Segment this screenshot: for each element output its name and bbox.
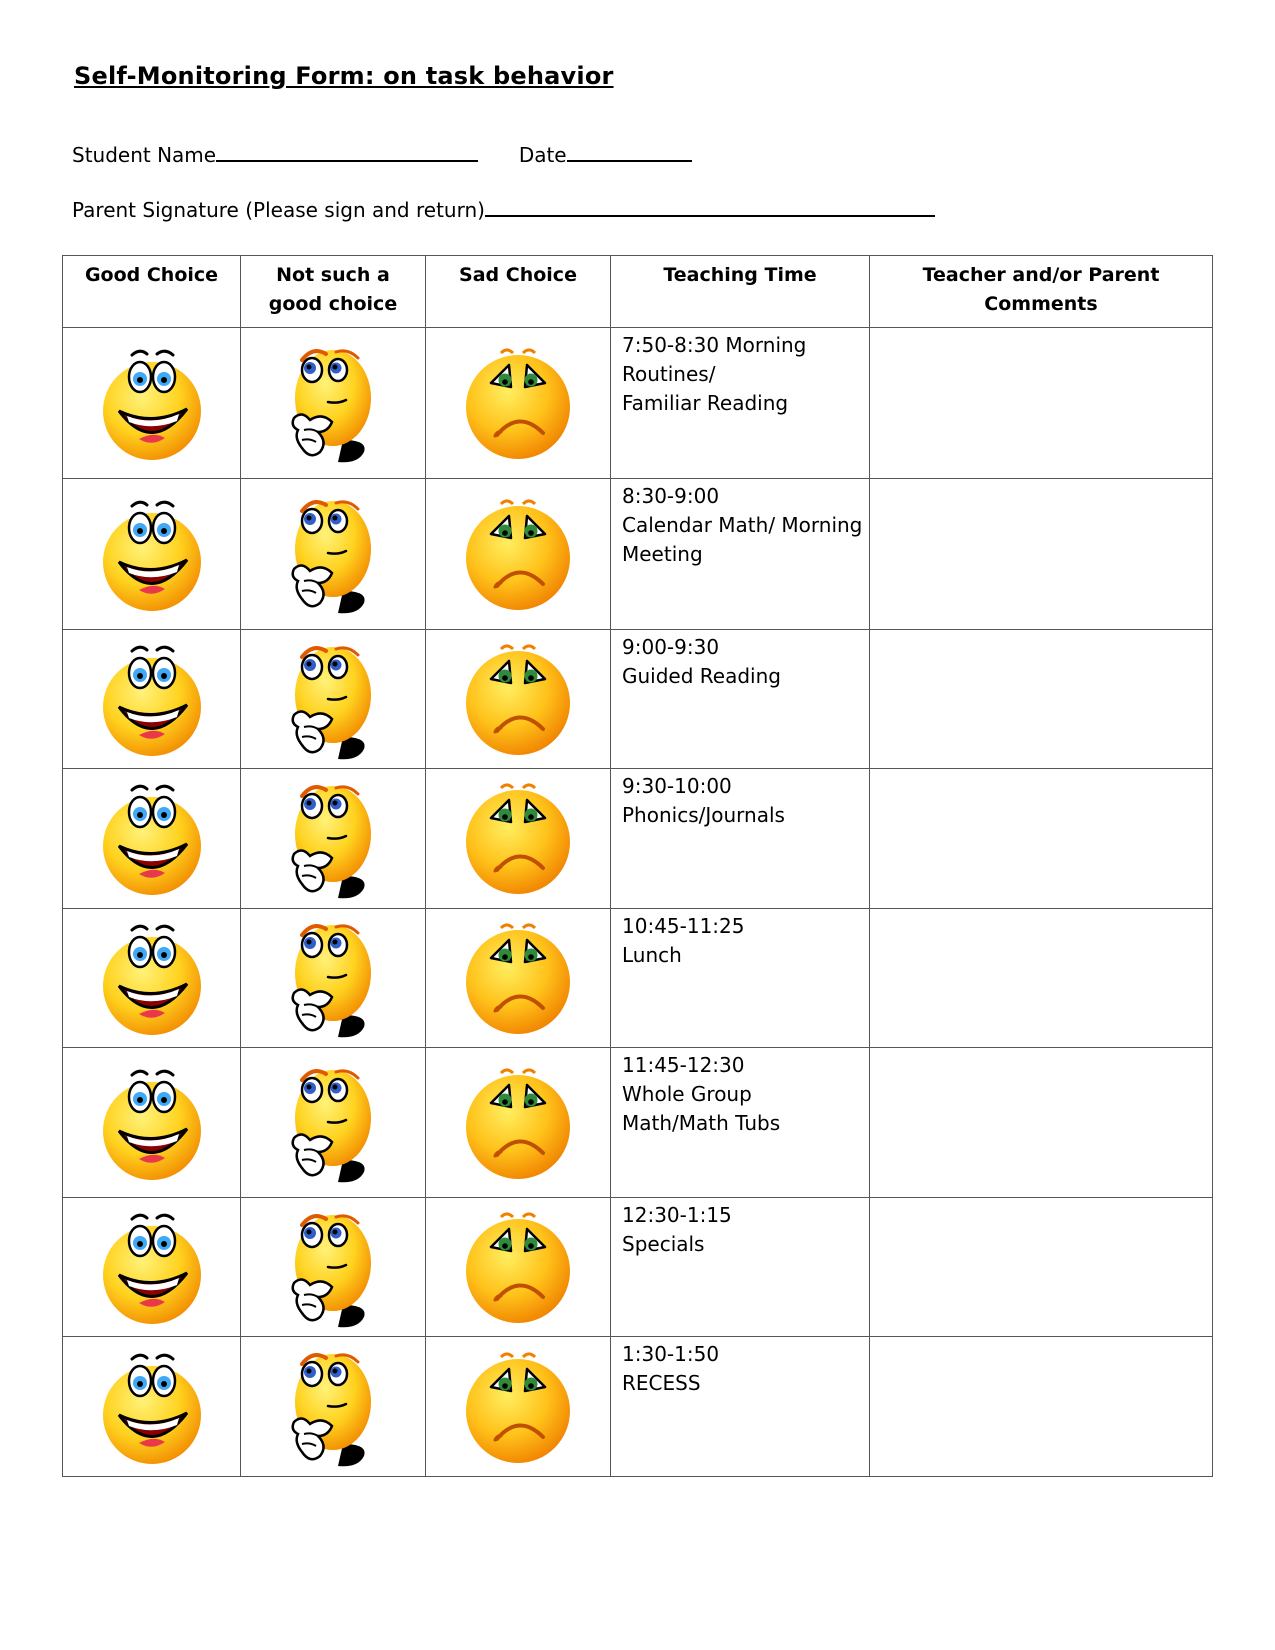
teaching-time-cell xyxy=(611,1048,870,1198)
teaching-time-line-2: RECESS xyxy=(622,1371,701,1396)
date-field[interactable] xyxy=(567,140,692,162)
happy-face-icon xyxy=(97,343,207,463)
not-good-choice-cell[interactable] xyxy=(241,769,426,908)
teaching-time-line-1: 7:50-8:30 Morning xyxy=(622,333,807,357)
happy-face-icon xyxy=(97,778,207,898)
student-name-label: Student Name xyxy=(72,143,217,167)
happy-face-icon xyxy=(97,1063,207,1183)
teaching-time-line-1: 1:30-1:50 xyxy=(622,1342,720,1367)
sad-face-icon xyxy=(461,639,576,759)
sad-choice-cell[interactable] xyxy=(426,629,611,768)
sad-face-icon xyxy=(461,1063,576,1183)
teaching-time-line-1: 9:30-10:00 xyxy=(622,774,732,799)
sad-choice-cell[interactable] xyxy=(426,1337,611,1477)
teaching-time-line-2: Guided Reading xyxy=(622,663,781,688)
comments-cell[interactable] xyxy=(870,1048,1213,1198)
good-choice-cell[interactable] xyxy=(63,1198,241,1337)
good-choice-cell[interactable] xyxy=(63,478,241,629)
not-good-choice-cell[interactable] xyxy=(241,1198,426,1337)
comments-cell[interactable] xyxy=(870,629,1213,768)
header-row xyxy=(63,256,1213,328)
good-choice-cell[interactable] xyxy=(63,1337,241,1477)
sad-choice-cell[interactable] xyxy=(426,1198,611,1337)
teaching-time-line-2: Routines/ xyxy=(622,362,716,386)
teaching-time-line-3: Meeting xyxy=(622,541,703,566)
header-teaching-time: Teaching Time xyxy=(611,256,870,328)
not-good-choice-cell[interactable] xyxy=(241,328,426,479)
student-name-row xyxy=(72,140,692,167)
header-comments: Teacher and/or Parent Comments xyxy=(870,256,1213,328)
thinking-face-icon xyxy=(288,637,378,762)
header-sad-choice: Sad Choice xyxy=(426,256,611,328)
teaching-time-line-1: 10:45-11:25 xyxy=(622,913,745,938)
form-title: Self-Monitoring Form: on task behavior xyxy=(74,62,614,90)
thinking-face-icon xyxy=(288,1060,378,1185)
comments-cell[interactable] xyxy=(870,908,1213,1047)
teaching-time-line-3: Familiar Reading xyxy=(622,391,789,415)
comments-cell[interactable] xyxy=(870,328,1213,479)
good-choice-cell[interactable] xyxy=(63,629,241,768)
not-good-choice-cell[interactable] xyxy=(241,629,426,768)
header-good-choice: Good Choice xyxy=(63,256,241,328)
sad-face-icon xyxy=(461,1207,576,1327)
table-row xyxy=(63,1048,1213,1198)
not-good-choice-cell[interactable] xyxy=(241,1337,426,1477)
sad-choice-cell[interactable] xyxy=(426,908,611,1047)
good-choice-cell[interactable] xyxy=(63,769,241,908)
not-good-choice-cell[interactable] xyxy=(241,908,426,1047)
teaching-time-line-1: 11:45-12:30 xyxy=(622,1053,745,1078)
teaching-time-cell xyxy=(611,478,870,629)
sad-choice-cell[interactable] xyxy=(426,769,611,908)
teaching-time-line-2: Lunch xyxy=(622,942,682,967)
thinking-face-icon xyxy=(288,1344,378,1469)
behavior-table xyxy=(62,255,1213,1477)
table-row xyxy=(63,1198,1213,1337)
happy-face-icon xyxy=(97,639,207,759)
happy-face-icon xyxy=(97,1207,207,1327)
good-choice-cell[interactable] xyxy=(63,328,241,479)
thinking-face-icon xyxy=(288,915,378,1040)
thinking-face-icon xyxy=(288,776,378,901)
sad-face-icon xyxy=(461,343,576,463)
date-label: Date xyxy=(518,143,567,167)
parent-signature-label: Parent Signature (Please sign and return) xyxy=(72,198,485,222)
not-good-choice-cell[interactable] xyxy=(241,1048,426,1198)
teaching-time-line-2: Specials xyxy=(622,1232,705,1257)
sad-face-icon xyxy=(461,494,576,614)
happy-face-icon xyxy=(97,1347,207,1467)
sad-choice-cell[interactable] xyxy=(426,328,611,479)
teaching-time-line-1: 12:30-1:15 xyxy=(622,1203,732,1228)
teaching-time-cell xyxy=(611,629,870,768)
thinking-face-icon xyxy=(288,491,378,616)
teaching-time-line-1: 9:00-9:30 xyxy=(622,634,720,659)
happy-face-icon xyxy=(97,494,207,614)
comments-cell[interactable] xyxy=(870,478,1213,629)
table-row xyxy=(63,478,1213,629)
teaching-time-cell xyxy=(611,908,870,1047)
comments-cell[interactable] xyxy=(870,769,1213,908)
thinking-face-icon xyxy=(288,340,378,465)
parent-signature-row xyxy=(72,195,935,222)
table-row xyxy=(63,328,1213,479)
teaching-time-line-2: Calendar Math/ Morning xyxy=(622,512,863,537)
parent-signature-field[interactable] xyxy=(485,195,935,217)
comments-cell[interactable] xyxy=(870,1337,1213,1477)
teaching-time-cell xyxy=(611,1337,870,1477)
not-good-choice-cell[interactable] xyxy=(241,478,426,629)
teaching-time-cell xyxy=(611,769,870,908)
sad-face-icon xyxy=(461,918,576,1038)
sad-face-icon xyxy=(461,778,576,898)
teaching-time-line-2: Whole Group xyxy=(622,1082,752,1107)
good-choice-cell[interactable] xyxy=(63,1048,241,1198)
header-not-good-choice: Not such a good choice xyxy=(241,256,426,328)
table-row xyxy=(63,1337,1213,1477)
happy-face-icon xyxy=(97,918,207,1038)
sad-choice-cell[interactable] xyxy=(426,1048,611,1198)
table-row xyxy=(63,769,1213,908)
teaching-time-line-1: 8:30-9:00 xyxy=(622,483,720,508)
teaching-time-cell xyxy=(611,328,870,479)
student-name-field[interactable] xyxy=(216,140,478,162)
comments-cell[interactable] xyxy=(870,1198,1213,1337)
teaching-time-cell xyxy=(611,1198,870,1337)
sad-face-icon xyxy=(461,1347,576,1467)
table-row xyxy=(63,629,1213,768)
teaching-time-line-2: Phonics/Journals xyxy=(622,803,785,828)
good-choice-cell[interactable] xyxy=(63,908,241,1047)
table-row xyxy=(63,908,1213,1047)
teaching-time-line-3: Math/Math Tubs xyxy=(622,1111,781,1136)
thinking-face-icon xyxy=(288,1205,378,1330)
sad-choice-cell[interactable] xyxy=(426,478,611,629)
